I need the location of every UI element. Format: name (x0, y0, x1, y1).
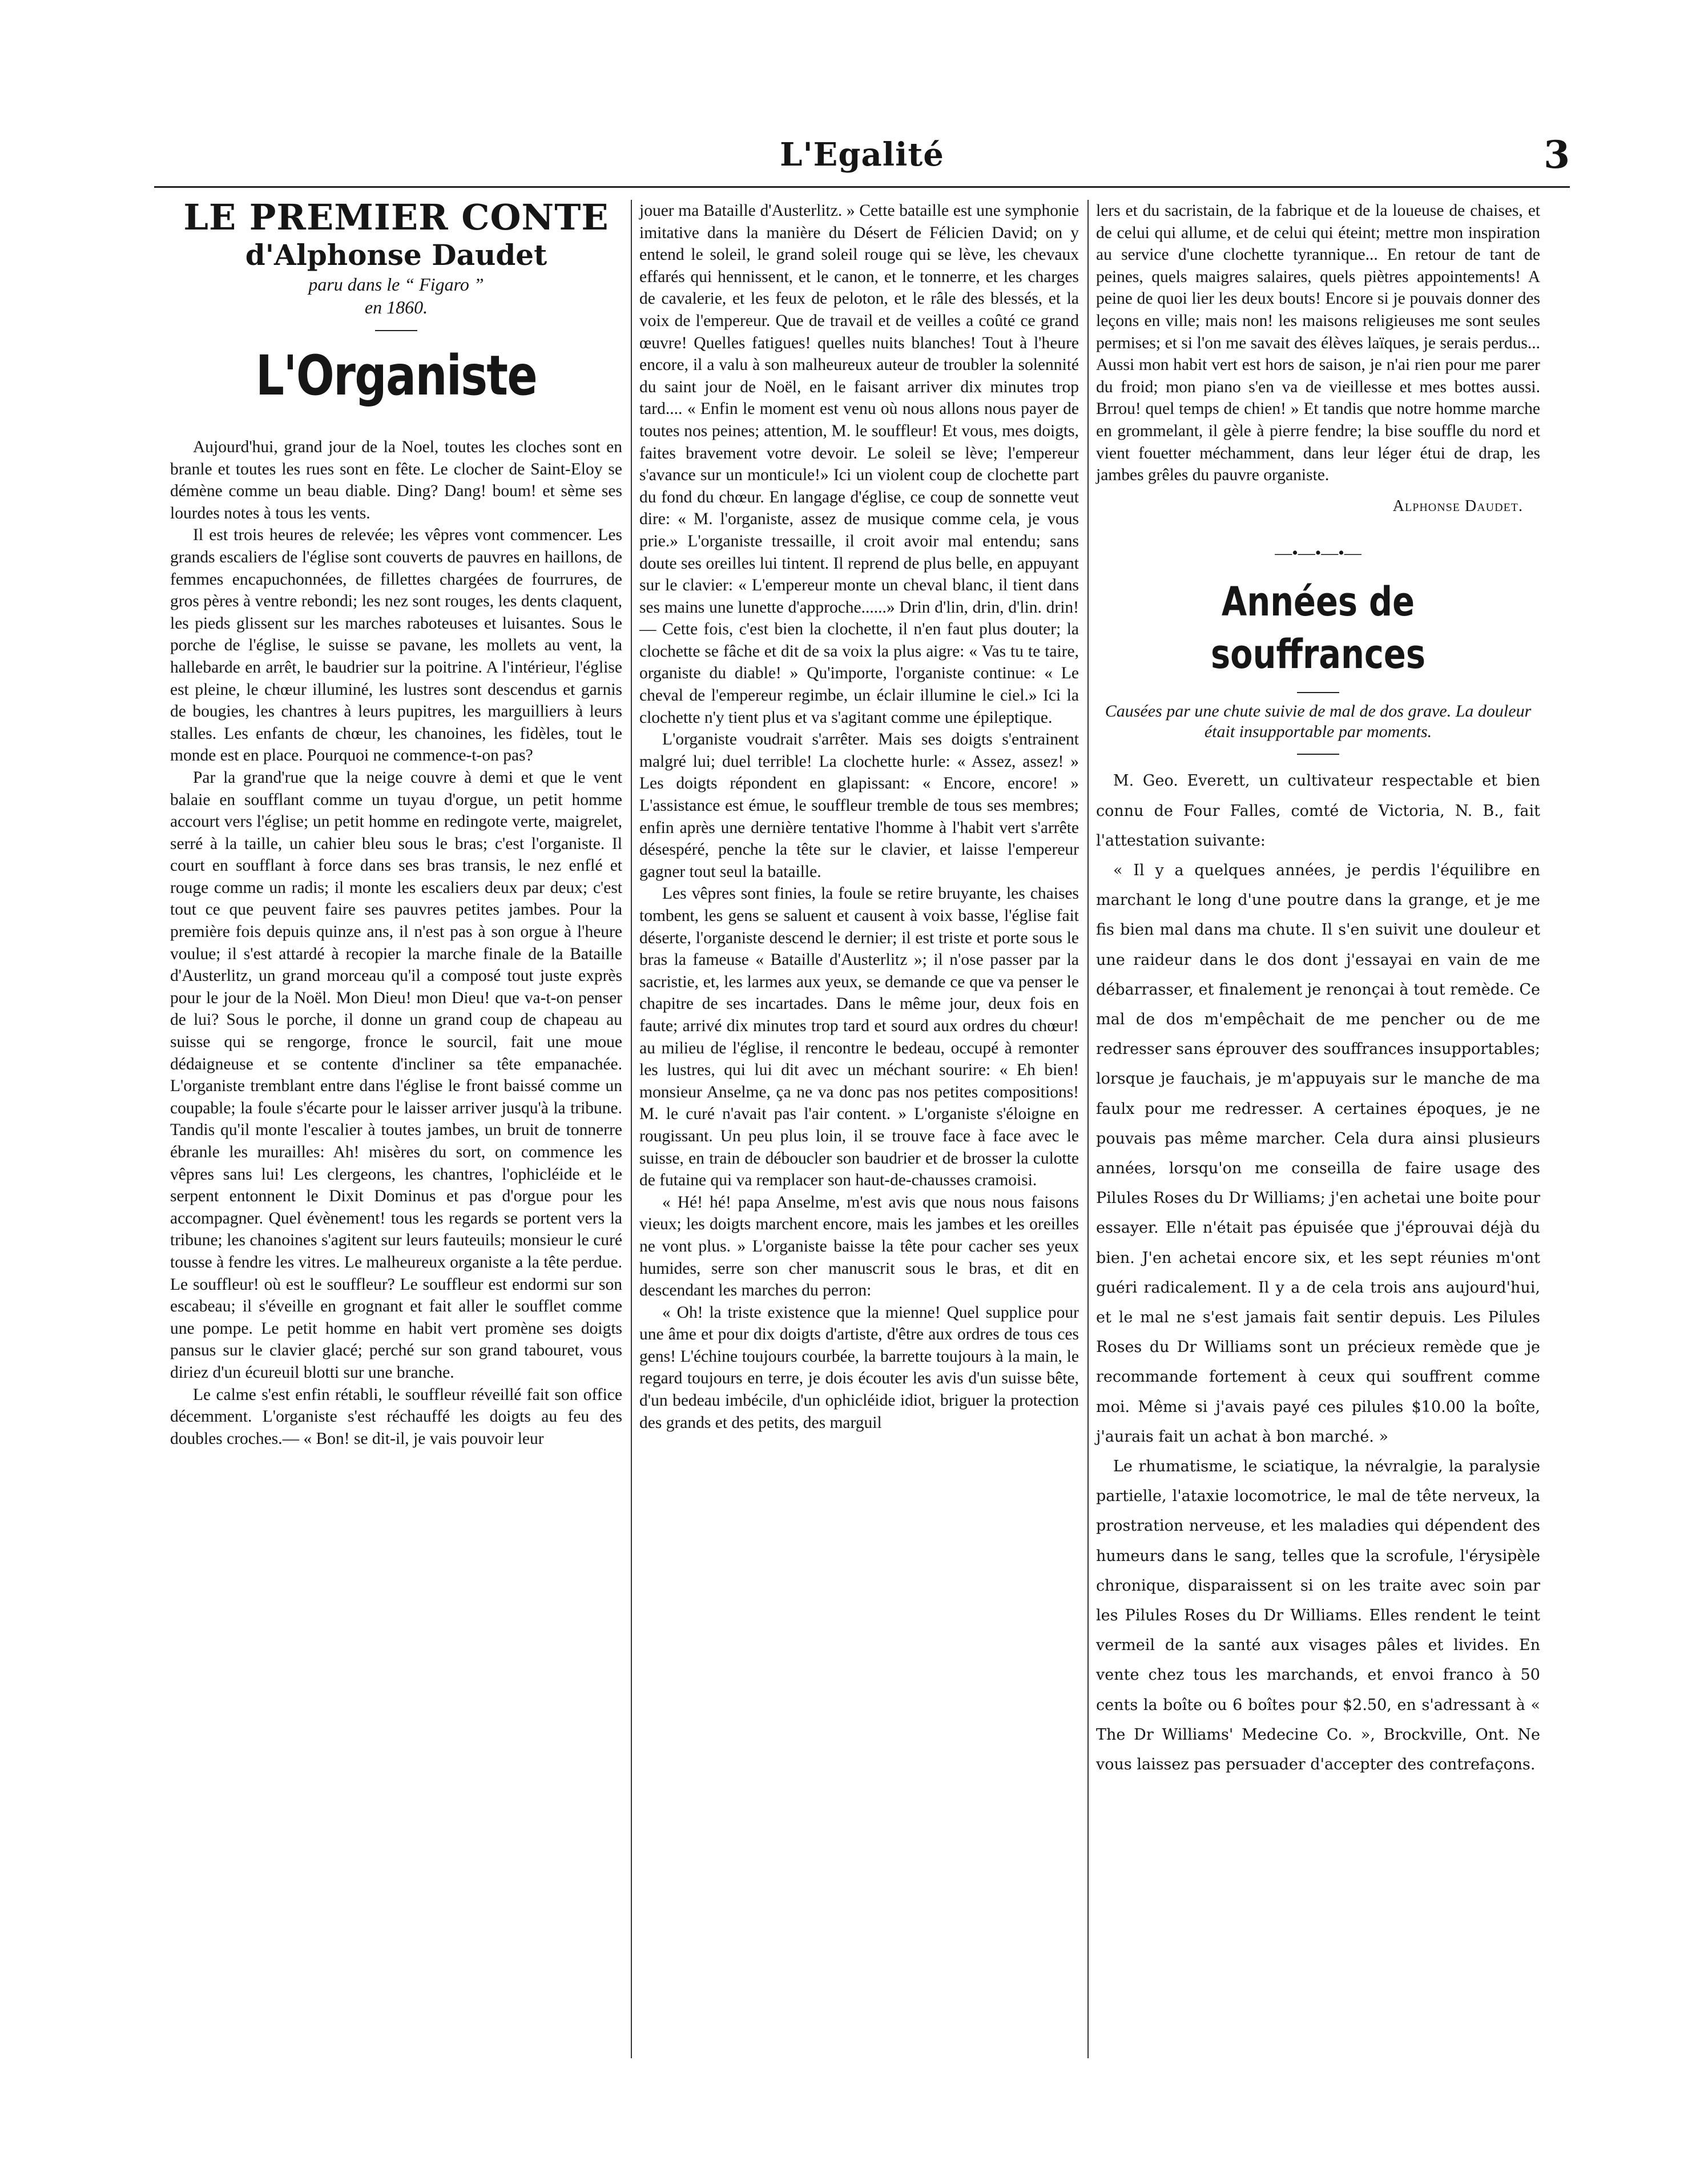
divider (1297, 754, 1339, 755)
masthead: L'Egalité (780, 136, 944, 174)
article-title: Années de souffrances (1211, 578, 1425, 678)
paragraph: Par la grand'rue que la neige couvre à demi et que le vent balaie en soufflant comme un tuyau d'orgue, un petit homme accourt vers l'église; un petit homme en redingote verte, maigrelet, serré à la taille, un cahier bleu sous le bras; c'est l'organiste. Il court en soufflant à force dans ses bras transis, le nez enflé et rouge comme un radis; il monte les escaliers deux par deux; c'est tout ce que peuvent faire ses pauvres petites jambes. Pour la première fois depuis quinze ans, il n'est pas à son orgue à l'heure voulue; il s'est attardé à recopier la marche finale de la Bataille d'Austerlitz, un grand morceau qu'il a composé tout juste exprès pour le jour de la Noël. Mon Dieu! mon Dieu! que va-t-on penser de lui? Sous le porche, il donne un grand coup de chapeau au suisse qui se rengorge, fronce le sourcil, fait une moue dédaigneuse et se contente d'incliner sa tête empanachée. L'organiste tremblant entre dans l'église le front baissé comme un coupable; la foule s'écarte pour le laisser arriver jusqu'à la tribune. Tandis qu'il monte l'escalier à toutes jambes, un bruit de tonnerre ébranle les murailles: Ah! misères du sort, on commence les vêpres sans lui! Les clergeons, les chantres, l'ophicléide et le serpent entonnent le Dixit Dominus et pas d'orgue pour les accompagner. Quel évènement! tous les regards se portent vers la tribune; les chanoines s'agitent sur leurs fauteuils; monsieur le curé tousse à fendre les vitres. Le malheureux organiste a la tête perdue. Le souffleur! où est le souffleur? Le souffleur est endormi sur son escabeau; il s'éveille en grognant et fait aller le soufflet comme une pompe. Le petit homme en habit vert promène ses doigts pansus sur le clavier glacé; perché sur son grand tabouret, vous diriez d'un écureuil blotti sur une branche. (170, 768, 622, 1382)
author-heading: d'Alphonse Daudet (245, 238, 547, 272)
paragraph: M. Geo. Everett, un cultivateur respectable et bien connu de Four Falles, comté de Victoria, N. B., fait l'attestation suivante: (1096, 772, 1540, 850)
paragraph: Le rhumatisme, le sciatique, la névralgie, la paralysie partielle, l'ataxie locomotrice, le mal de tête nerveux, la prostration nerveuse, et les maladies qui dépendent des humeurs dans le sang, telles que la scrofule, l'érysipèle chronique, disparaissent si on les traite avec soin par les Pilules Roses du Dr Williams. Elles rendent le teint vermeil de la santé aux visages pâles et livides. En vente chez tous les marchands, et envoi franco à 50 cents la boîte ou 6 boîtes pour $2.50, en s'adressant à « The Dr Williams' Medecine Co. », Brockville, Ont. Ne vous laissez pas persuader d'accepter des contrefaçons. (1096, 1457, 1540, 1774)
column-1 (170, 196, 622, 1450)
paragraph-continued (639, 200, 1079, 729)
article-title: L'Organiste (255, 344, 537, 408)
column-2 (639, 200, 1079, 1434)
paragraph: Les vêpres sont finies, la foule se retire bruyante, les chaises tombent, les gens se saluent et causent à voix basse, l'église fait déserte, l'organiste descend le dernier; il est triste et porte sous le bras la fameuse « Bataille d'Austerlitz »; il n'ose passer par la sacristie, et, les larmes aux yeux, se demande ce que va penser le chapitre de ses incartades. Dans le même jour, deux fois en faute; arrivé dix minutes trop tard et sourd aux ordres du chœur! au milieu de l'église, il rencontre le bedeau, occupé à remonter les lustres, qui lui dit avec un méchant sourire: « Eh bien! monsieur Anselme, ça ne va donc pas nos petites compositions! M. le curé n'avait pas l'air content. » L'organiste s'éloigne en rougissant. Un peu plus loin, il se trouve face à face avec le suisse, en train de déboucler son baudrier et de brosser la culotte de futaine qui va remplacer son haut-de-chausses cramoisi. (639, 884, 1079, 1190)
ornament-divider: —•—•—•— (1275, 544, 1361, 563)
paragraph: Aujourd'hui, grand jour de la Noel, toutes les cloches sont en branle et toutes les rues sont en fête. Le clocher de Saint-Eloy se démène comme un beau diable. Ding? Dang! boum! et sème ses lourdes notes à tous les vents. (170, 438, 622, 522)
paragraph-continuation: lers et du sacristain, de la fabrique et de la loueuse de chaises, et de celui qui allume, et de celui qui éteint; mettre mon inspiration au service d'une clochette tyrannique... En retour de tant de peines, quels maigres salaires, quels piètres appointements! A peine de quoi lier les deux bouts! Encore si je pouvais donner des leçons en ville; mais non! les maisons religieuses me sont seules permises; et si l'on me savait des élèves laïques, je serais perdus... Aussi mon habit vert est hors de saison, je n'ai rien pour me parer du froid; mon piano s'en va de vieillesse et mes bottes aussi. Brrou! quel temps de chien! » Et tandis que notre homme marche en grommelant, il gèle à pierre fendre; la bise souffle du nord et vient fouetter méchamment, dans leur léger étui de drap, les jambes grêles du pauvre organiste. (1096, 202, 1540, 485)
column-3 (1096, 200, 1540, 1780)
header-rule (154, 186, 1570, 188)
paragraph: L'organiste voudrait s'arrêter. Mais ses doigts s'entrainent malgré lui; duel terrible! La clochette hurle: « Assez, assez! » Les doigts répondent en glapissant: « Encore, encore! » L'assistance est émue, le souffleur tremble de tous ses membres; enfin après une dernière tentative l'homme à l'habit vert s'arrête désespéré, penche la tête sur le clavier, et laisse l'empereur gagner tout seul la bataille. (639, 730, 1079, 881)
author-signature: Alphonse Daudet. (1392, 497, 1523, 515)
divider (375, 330, 417, 331)
paragraph: Il est trois heures de relevée; les vêpres vont commencer. Les grands escaliers de l'église sont couverts de pauvres en haillons, de femmes encapuchonnées, de fillettes chargées de fourrures, de gros pères à ventre rebondi; les nez sont rouges, les dents claquent, les pieds glissent sur les marches raboteuses et luisantes. Sous le porche de l'église, le suisse se pavane, les mollets au vent, la hallebarde en arrêt, le baudrier sur la poitrine. A l'intérieur, l'église est pleine, le chœur illuminé, les lustres sont descendus et garnis de bougies, les chantres à leurs pupitres, les marguilliers à leurs stalles. Les enfants de chœur, les chanoines, les fidèles, tout le monde est en place. Pourquoi ne commence-t-on pas? (170, 526, 622, 765)
column-rule (631, 200, 632, 2058)
paragraph-part (170, 1384, 622, 1450)
paragraph: « Il y a quelques années, je perdis l'équilibre en marchant le long d'une poutre dans la grange, et je me fis bien mal dans ma chute. Il s'en suivit une douleur et une raideur dans le dos dont j'essayai en vain de me débarrasser, et finalement je renonçai à tout remède. Ce mal de dos m'empêchait de me pencher ou de me redresser sans éprouver des souffrances insupportables; lorsque je fauchais, je m'appuyais sur le manche de ma faulx pour me redresser. A certaines époques, je ne pouvais pas même marcher. Cela dura ainsi plusieurs années, lorsqu'on me conseilla de faire usage des Pilules Roses du Dr Williams; j'en achetai une boite pour essayer. Elle n'était pas épuisée que j'éprouvai déjà du bien. J'en achetai encore six, et les sept réunies m'ont guéri radicalement. Il y a de cela trois ans aujourd'hui, et le mal ne s'est jamais fait sentir depuis. Les Pilules Roses du Dr Williams sont un précieux remède que je recommande fortement à ceux qui souffrent comme moi. Même si j'avais payé ces pilules $10.00 la boîte, j'aurais fait un achat à bon marché. » (1096, 861, 1540, 1446)
article-heading: LE PREMIER CONTE (183, 196, 609, 238)
paragraph-part (639, 1302, 1079, 1434)
subheading-line: paru dans le “ Figaro ” (308, 274, 484, 295)
page-number: 3 (1544, 132, 1570, 177)
subheading-line: en 1860. (364, 297, 428, 317)
paragraph: « Hé! hé! papa Anselme, m'est avis que nous nous faisons vieux; les doigts marchent encore, mais les jambes et les oreilles ne vont plus. » L'organiste baisse la tête pour cacher ses yeux humides, serre son cher manuscrit sous le bras, et dit en descendant les marches du perron: (639, 1193, 1079, 1300)
divider (1297, 692, 1339, 693)
column-rule (1087, 200, 1089, 2058)
paragraph-start: Le calme s'est enfin rétabli, le souffleur réveillé fait son office décemment. L'organiste s'est réchauffé les doigts au feu des doubles croches.— « Bon! se dit-il, je vais pouvoir leur (170, 1385, 622, 1448)
paragraph-continued (1096, 200, 1540, 486)
advertisement-body (1096, 766, 1540, 1780)
paragraph-start: « Oh! la triste existence que la mienne! Quel supplice pour une âme et pour dix doigts d'artiste, d'être aux ordres de tous ces gens! L'échine toujours courbée, la barrette toujours à la main, le regard toujours en terre, je dois écouter les avis d'un suisse bête, d'un bedeau imbécile, d'un ophicléide idiot, briguer la protection des grands et des petits, des marguil (639, 1303, 1079, 1432)
page-header (154, 132, 1570, 187)
article-deck: Causées par une chute suivie de mal de dos grave. La douleur était insupportable par moments. (1105, 702, 1532, 742)
paragraph-continuation: jouer ma Bataille d'Austerlitz. » Cette bataille est une symphonie imitative dans la manière du Désert de Félicien David; on y entend le soleil, le grand soleil rouge qui se lève, les chevaux effarés qui hennissent, et le canon, et le tonnerre, et les charges de cavalerie, et les feux de peloton, et le râle des blessés, et la voix de l'empereur. Que de travail et de veilles a coûté ce grand œuvre! Quelles fatigues! quelles nuits blanches! Tout à l'heure encore, il a valu à son malheureux auteur de troubler la solennité du saint jour de Noël, en le faisant arriver dix minutes trop tard.... « Enfin le moment est venu où nous allons nous payer de toutes nos peines; attention, M. le souffleur! Et vous, mes doigts, faites bravement votre devoir. Le soleil se lève; l'empereur s'avance sur un monticule!» Ici un violent coup de clochette part du fond du chœur. En langage d'église, ce coup de sonnette veut dire: « M. l'organiste, assez de musique comme cela, je vous prie.» L'organiste tressaille, il croit avoir mal entendu; sans doute ses oreilles lui tintent. Il reprend de plus belle, en appuyant sur le clavier: « L'empereur monte un cheval blanc, il tient dans ses mains une lunette d'approche......» Drin d'lin, drin, d'lin. drin! — Cette fois, c'est bien la clochette, il n'en faut plus douter; la clochette se fâche et dit de sa voix la plus aigre: « Vas tu te taire, organiste du diable! » Qu'importe, l'organiste continue: « Le cheval de l'empereur regimbe, un éclair illumine le ciel.» Ici la clochette n'y tient plus et va s'agitant comme une épileptique. (639, 202, 1079, 727)
